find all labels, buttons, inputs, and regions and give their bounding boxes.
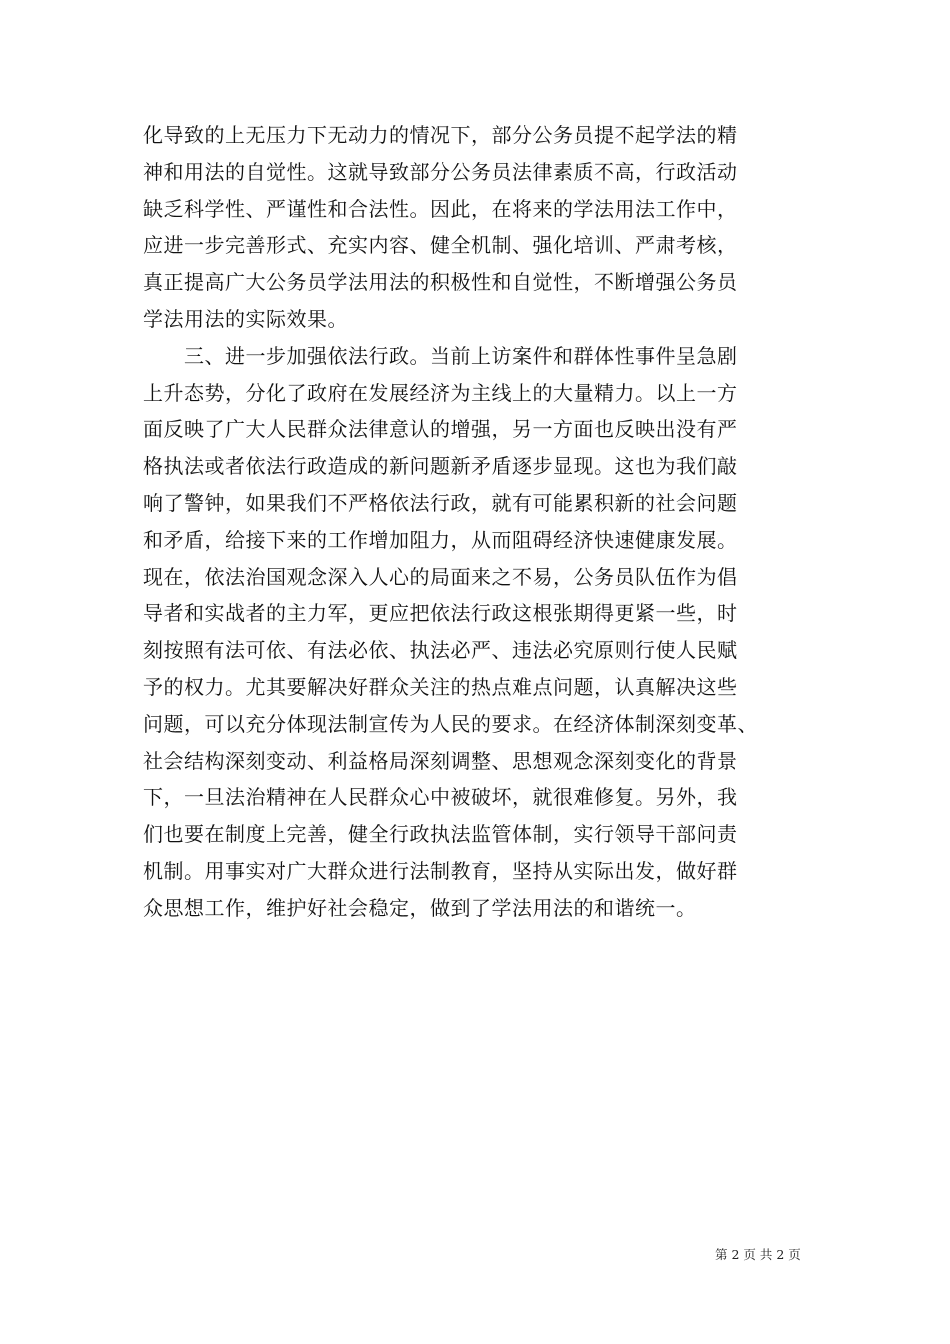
text-line: 予的权力。尤其要解决好群众关注的热点难点问题，认真解决这些 [143,674,738,699]
text-line: 们也要在制度上完善，健全行政执法监管体制，实行领导干部问责 [143,822,738,847]
text-line: 真正提高广大公务员学法用法的积极性和自觉性，不断增强公务员 [143,270,738,295]
body-text [143,117,823,927]
text-line: 社会结构深刻变动、利益格局深刻调整、思想观念深刻变化的背景 [143,748,738,773]
text-line: 机制。用事实对广大群众进行法制教育，坚持从实际出发，做好群 [143,858,738,883]
text-line: 现在，依法治国观念深入人心的局面来之不易，公务员队伍作为倡 [143,564,738,589]
text-line: 神和用法的自觉性。这就导致部分公务员法律素质不高，行政活动 [143,159,738,184]
text-line: 下，一旦法治精神在人民群众心中被破坏，就很难修复。另外，我 [143,785,738,810]
text-line: 众思想工作，维护好社会稳定，做到了学法用法的和谐统一。 [143,895,697,920]
text-line: 三、进一步加强依法行政。当前上访案件和群体性事件呈急剧 [143,343,738,368]
text-line: 刻按照有法可依、有法必依、执法必严、违法必究原则行使人民赋 [143,638,738,663]
text-line: 学法用法的实际效果。 [143,306,348,331]
text-line: 应进一步完善形式、充实内容、健全机制、强化培训、严肃考核， [143,233,738,258]
text-line: 响了警钟，如果我们不严格依法行政，就有可能累积新的社会问题 [143,490,738,515]
text-line: 化导致的上无压力下无动力的情况下，部分公务员提不起学法的精 [143,123,738,147]
text-line: 上升态势，分化了政府在发展经济为主线上的大量精力。以上一方 [143,380,738,405]
text-line: 格执法或者依法行政造成的新问题新矛盾逐步显现。这也为我们敲 [143,454,738,479]
text-line: 面反映了广大人民群众法律意认的增强，另一方面也反映出没有严 [143,417,738,442]
text-line: 和矛盾，给接下来的工作增加阻力，从而阻碍经济快速健康发展。 [143,527,738,552]
page-number-footer: 第 2 页 共 2 页 [715,1247,801,1262]
text-line: 缺乏科学性、严谨性和合法性。因此，在将来的学法用法工作中， [143,196,738,221]
text-line: 问题，可以充分体现法制宣传为人民的要求。在经济体制深刻变革、 [143,711,758,736]
text-line: 导者和实战者的主力军，更应把依法行政这根张期得更紧一些，时 [143,601,738,626]
